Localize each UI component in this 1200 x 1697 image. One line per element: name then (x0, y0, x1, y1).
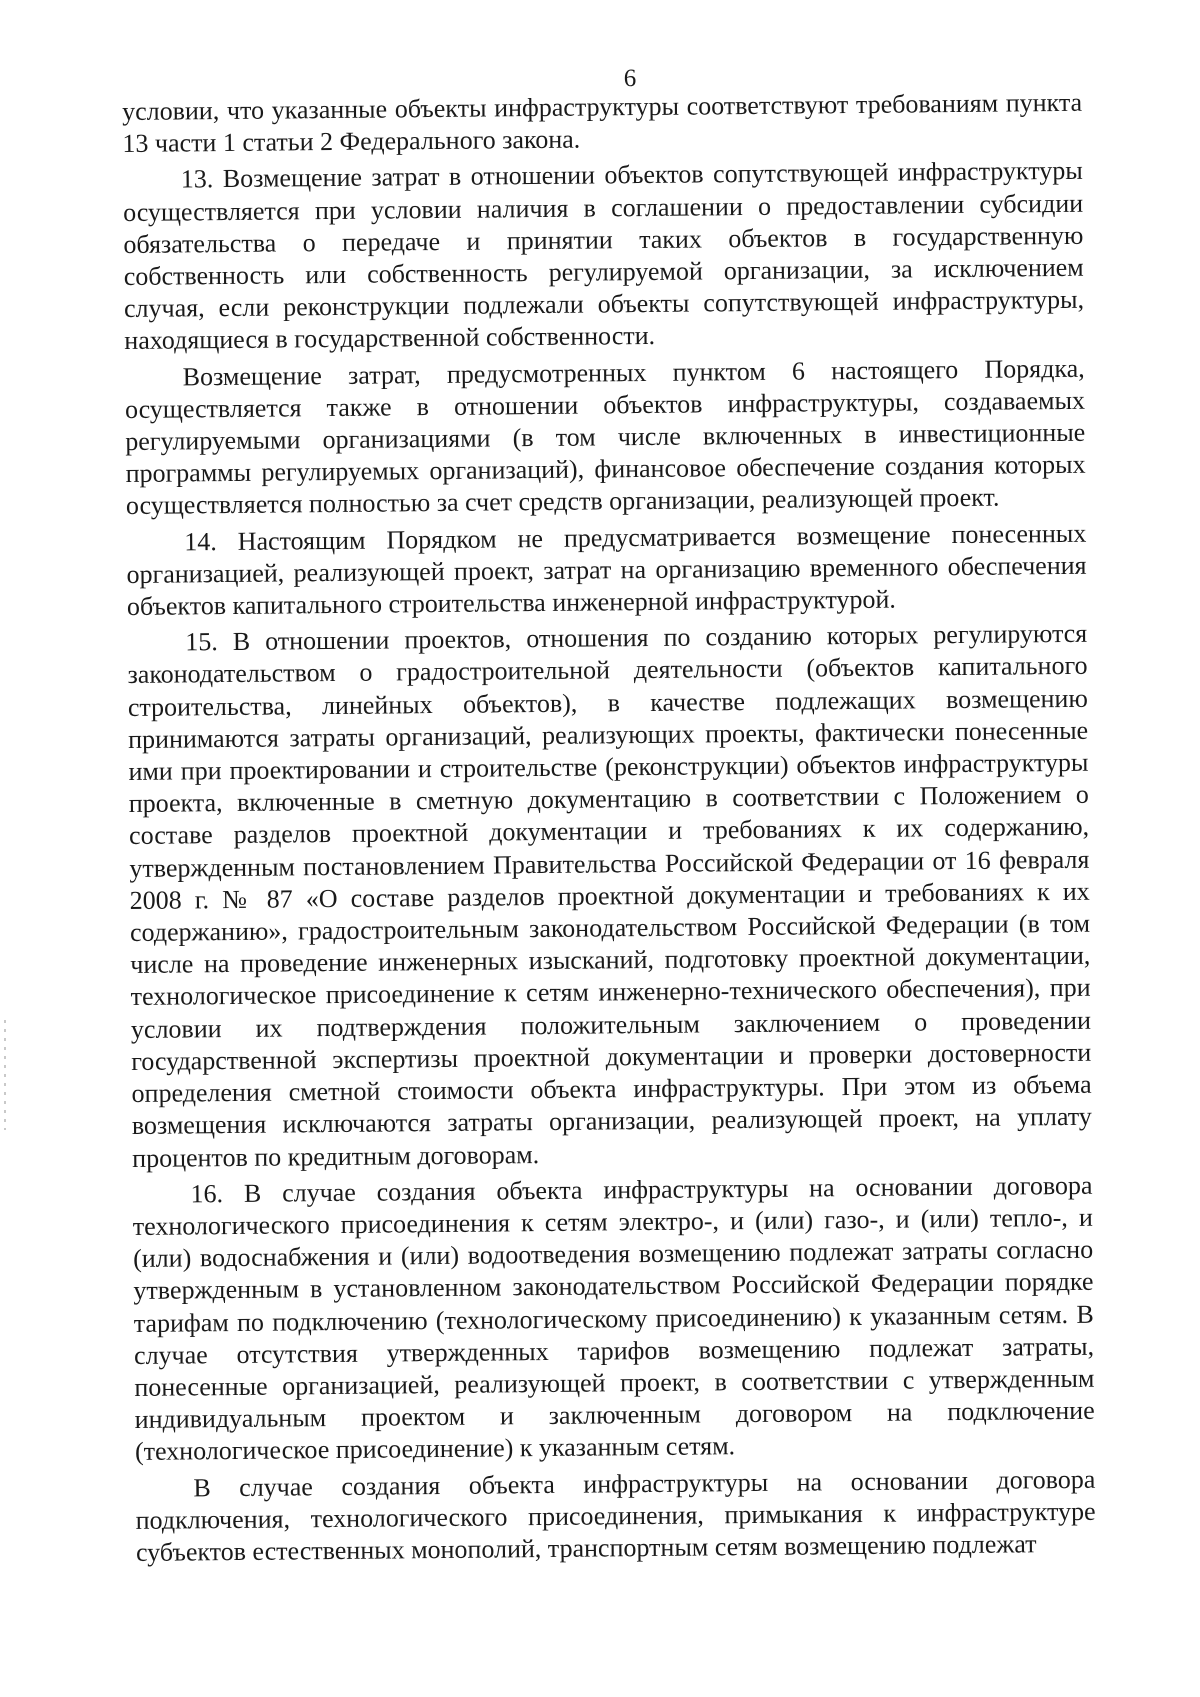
paragraph-item-14: 14. Настоящим Порядком не предусматривается возмещение понесенных организацией, реализующей проект, затрат на организацию временного обеспечения объектов капитального строительства инженерной инфраструктурой. (126, 518, 1087, 622)
page-number: 6 (623, 65, 637, 92)
paragraph-item-16: 16. В случае создания объекта инфраструктуры на основании договора технологического присоединения к сетям электро-, и (или) газо-, и (или) тепло-, и (или) водоснабжения и (или) водоотведения возмещению подлежат затраты согласно утвержденным в установленном законодательством Российской Федерации порядке тарифам по подключению (технологическому присоединению) к указанным сетям. В случае отсутствия утвержденных тарифов возмещению подлежат затраты, понесенные организацией, реализующей проект, в соответствии с утвержденным индивидуальным проектом и заключенным договором на подключение (технологическое присоединение) к указанным сетям. (132, 1170, 1095, 1467)
scan-edge-marks (4, 1020, 6, 1130)
paragraph-item-16-continuation: В случае создания объекта инфраструктуры на основании договора подключения, технологического присоединения, примыкания к инфраструктуре субъектов естественных монополий, транспортным сетям возмещению подлежат (135, 1464, 1096, 1567)
document-body (122, 87, 1096, 1569)
paragraph-item-13-reimbursement: Возмещение затрат, предусмотренных пунктом 6 настоящего Порядка, осуществляется также в отношении объектов инфраструктуры, создаваемых регулируемыми организациями (в том числе включенных в инвестиционные программы регулируемых организаций), финансовое обеспечение создания которых осуществляется полностью за счет средств организации, реализующей проект. (124, 353, 1086, 521)
paragraph-item-15: 15. В отношении проектов, отношения по созданию которых регулируются законодательством о градостроительной деятельности (объектов капитального строительства, линейных объектов), в качестве подлежащих возмещению принимаются затраты организаций, реализующих проекты, фактически понесенные ими при проектировании и строительстве (реконструкции) объектов инфраструктуры проекта, включенные в сметную документацию в соответствии с Положением о составе разделов проектной документации и требованиях к их содержанию, утвержденным постановлением Правительства Российской Федерации от 16 февраля 2008 г. № 87 «О составе разделов проектной документации и требованиях к их содержанию», градостроительным законодательством Российской Федерации (в том числе на проведение инженерных изысканий, подготовку проектной документации, технологическое присоединение к сетям инженерно-технического обеспечения), при условии их подтверждения положительным заключением о проведении государственной экспертизы проектной документации и проверки достоверности определения сметной стоимости объекта инфраструктуры. При этом из объема возмещения исключаются затраты организации, реализующей проект, на уплату процентов по кредитным договорам. (127, 619, 1092, 1173)
paragraph-continuation: условии, что указанные объекты инфраструктуры соответствуют требованиям пункта 13 части 1 статьи 2 Федерального закона. (122, 87, 1083, 159)
paragraph-item-13: 13. Возмещение затрат в отношении объектов сопутствующей инфраструктуры осуществляется при условии наличия в соглашении о предоставлении субсидии обязательства о передаче и принятии таких объектов в государственную собственность или собственность регулируемой организации, за исключением случая, если реконструкции подлежали объекты сопутствующей инфраструктуры, находящиеся в государственной собственности. (122, 156, 1085, 356)
